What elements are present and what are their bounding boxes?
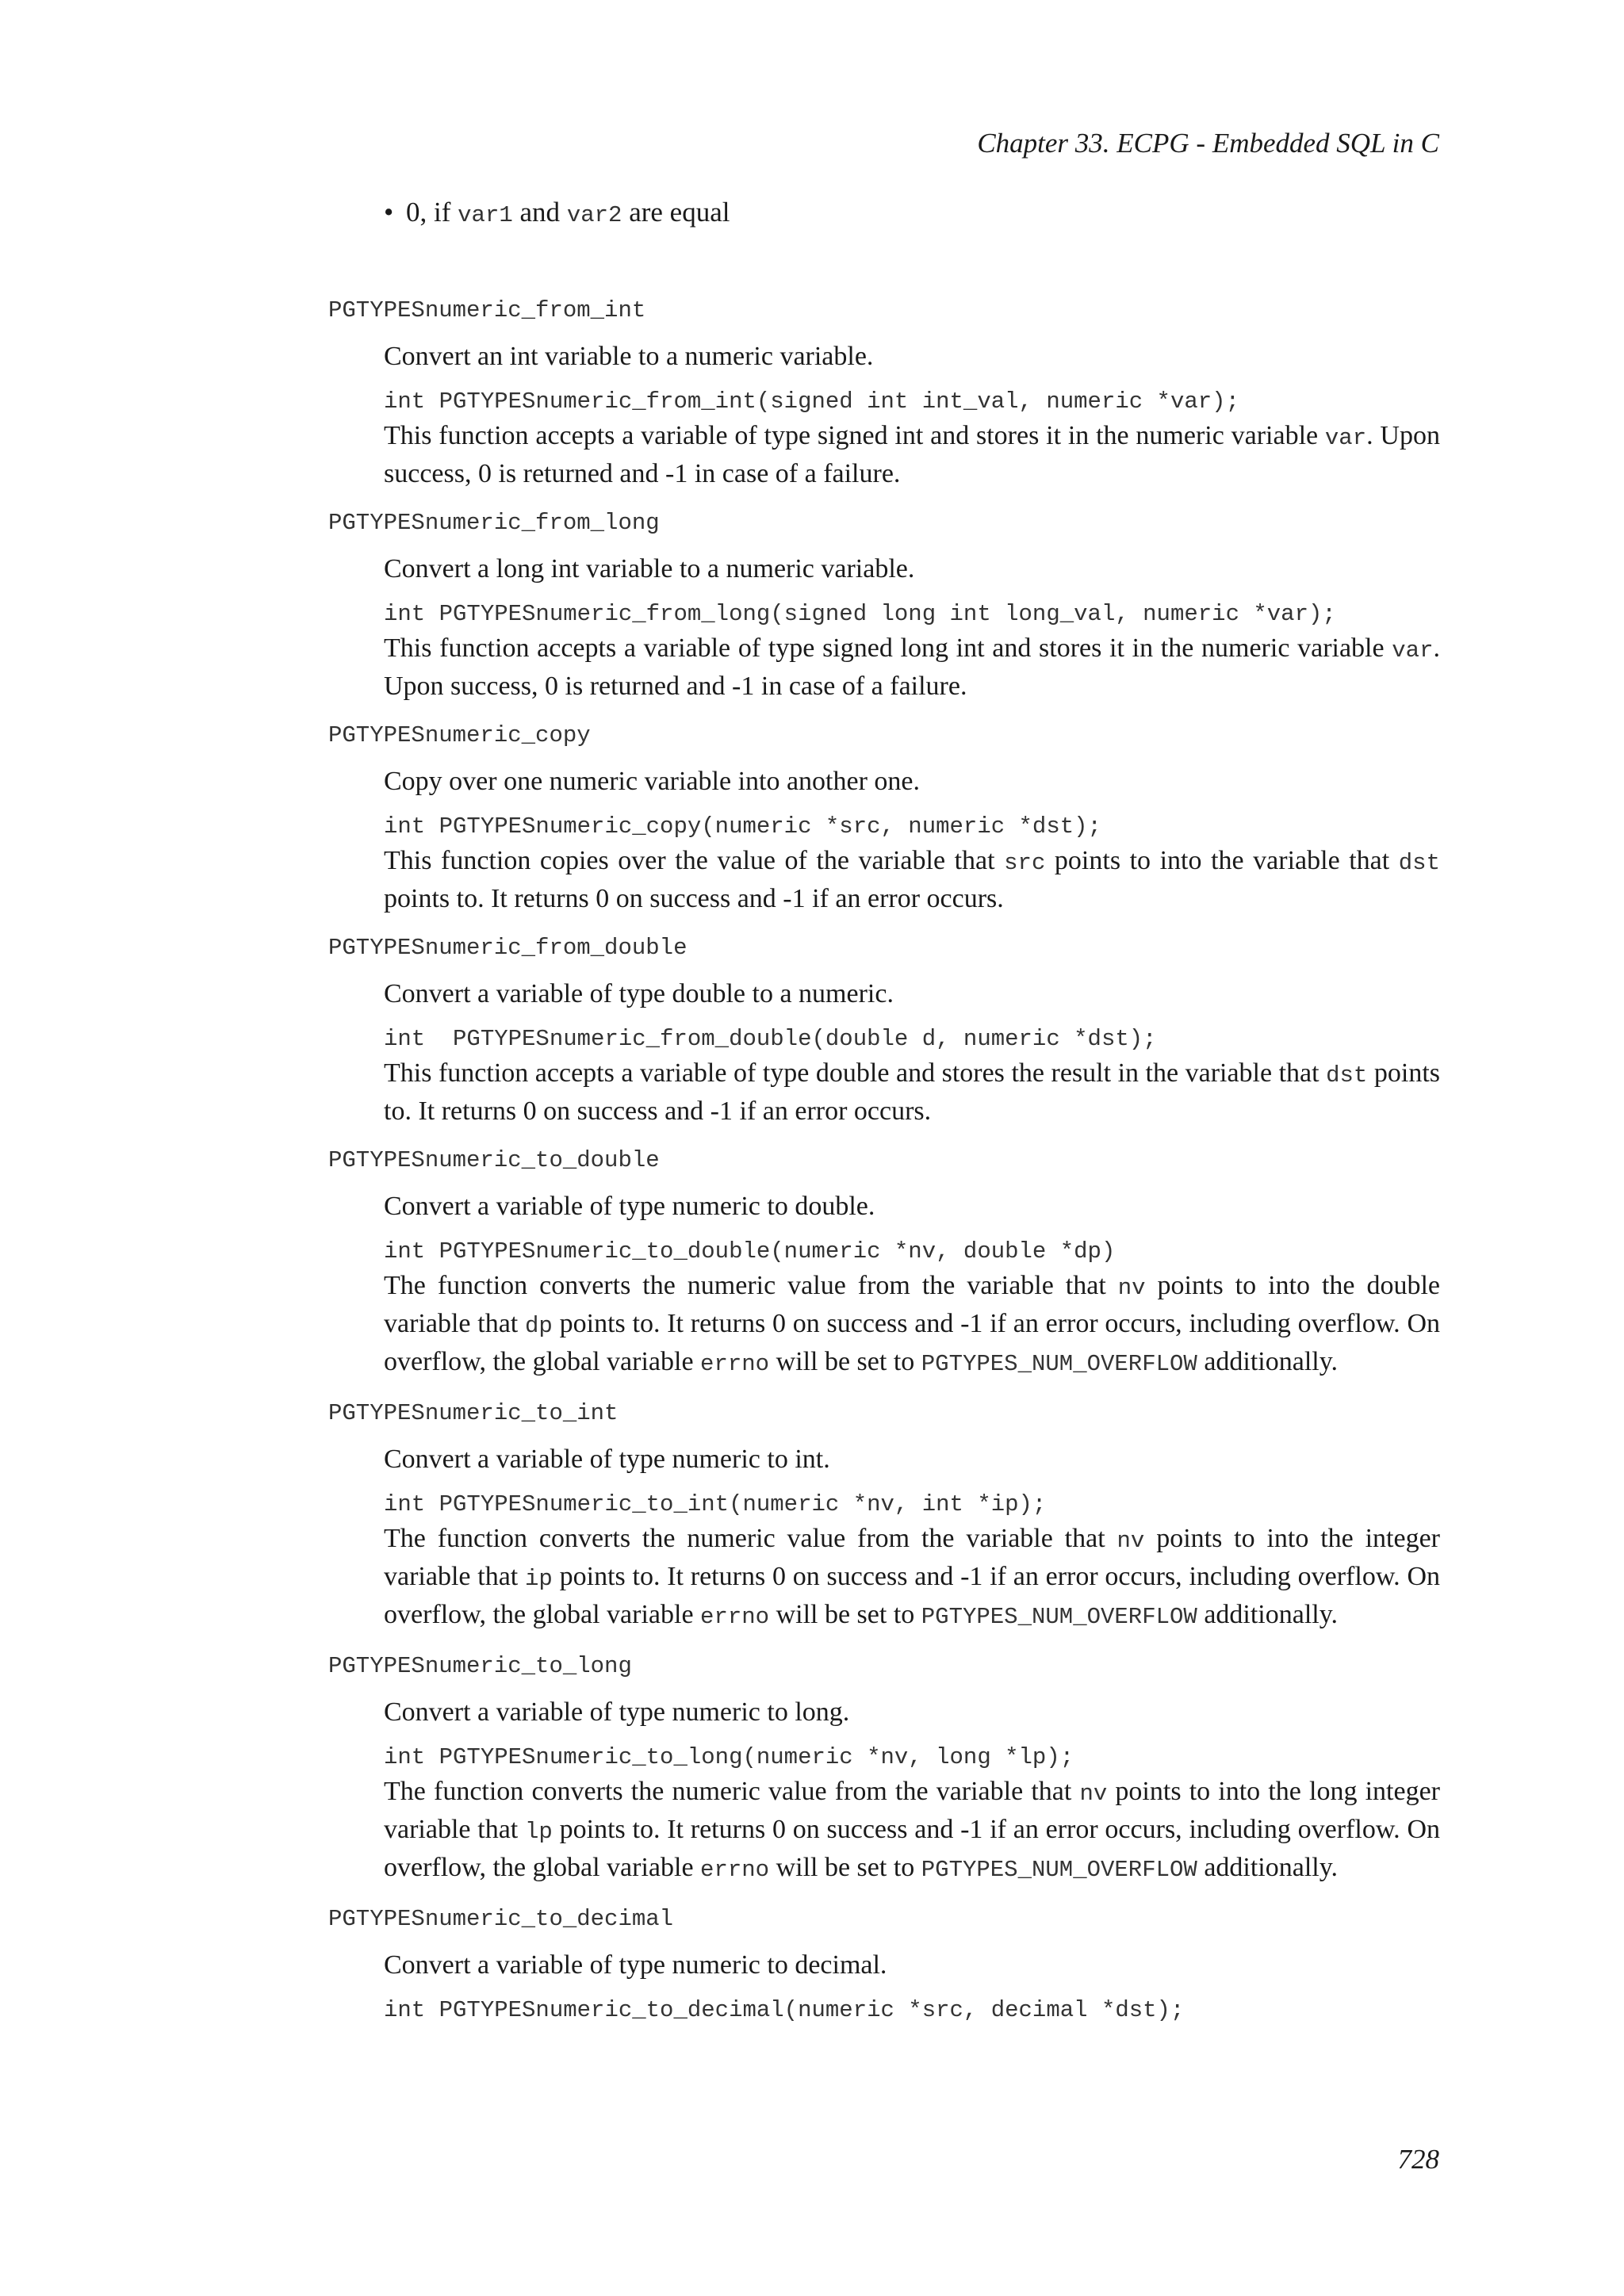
description-text: points to into the double variable that	[384, 1271, 1440, 1338]
description-text: points to. It returns 0 on success and -1 if an error occurs, including overflow. On overflow, the global variable	[384, 1562, 1440, 1629]
function-entry	[328, 1398, 1440, 1635]
bullet-dot-icon: •	[384, 197, 394, 228]
function-description	[384, 1774, 1440, 1888]
function-name: PGTYPESnumeric_to_int	[328, 1400, 619, 1426]
function-description	[384, 1521, 1440, 1635]
inline-code: lp	[525, 1819, 553, 1845]
inline-code: var	[1392, 637, 1434, 664]
function-summary: Convert a long int variable to a numeric variable.	[384, 554, 915, 584]
description-text: The function converts the numeric value from the variable that	[384, 1271, 1118, 1300]
inline-code: PGTYPES_NUM_OVERFLOW	[921, 1857, 1197, 1883]
function-body	[384, 1947, 1440, 2026]
function-signature: int PGTYPESnumeric_to_double(numeric *nv, double *dp)	[384, 1238, 1116, 1265]
function-name: PGTYPESnumeric_copy	[328, 722, 591, 748]
inline-code: errno	[700, 1604, 770, 1630]
inline-code: dst	[1326, 1062, 1368, 1089]
function-entry	[328, 1651, 1440, 1888]
description-text: additionally.	[1197, 1600, 1339, 1629]
description-text: This function copies over the value of the variable that	[384, 846, 1005, 875]
description-text: . Upon success, 0 is returned and -1 in case of a failure.	[384, 633, 1440, 701]
function-name: PGTYPESnumeric_to_decimal	[328, 1906, 674, 1932]
description-text: additionally.	[1197, 1347, 1339, 1376]
description-text: . Upon success, 0 is returned and -1 in case of a failure.	[384, 421, 1440, 488]
function-name: PGTYPESnumeric_from_int	[328, 297, 646, 323]
description-text: points to. It returns 0 on success and -1 if an error occurs, including overflow. On overflow, the global variable	[384, 1309, 1440, 1376]
page-number: 728	[1397, 2144, 1439, 2175]
function-name: PGTYPESnumeric_to_long	[328, 1653, 632, 1679]
function-body	[384, 551, 1440, 704]
function-signature: int PGTYPESnumeric_from_long(signed long int long_val, numeric *var);	[384, 601, 1336, 627]
inline-code: nv	[1079, 1781, 1108, 1807]
description-text: will be set to	[769, 1600, 921, 1629]
inline-code: src	[1004, 850, 1046, 876]
function-summary: Convert an int variable to a numeric variable.	[384, 342, 874, 371]
bullet-text-mid: and	[512, 197, 567, 228]
function-summary: Convert a variable of type numeric to long.	[384, 1697, 850, 1727]
function-signature: int PGTYPESnumeric_from_double(double d, numeric *dst);	[384, 1026, 1157, 1052]
function-summary: Convert a variable of type numeric to double.	[384, 1192, 875, 1221]
function-summary: Copy over one numeric variable into another one.	[384, 767, 920, 796]
function-description	[384, 1055, 1440, 1129]
function-name: PGTYPESnumeric_from_double	[328, 935, 688, 961]
function-body	[384, 1188, 1440, 1382]
description-text: The function converts the numeric value from the variable that	[384, 1524, 1117, 1553]
function-signature: int PGTYPESnumeric_to_long(numeric *nv, long *lp);	[384, 1744, 1074, 1770]
description-text: points to. It returns 0 on success and -1 if an error occurs, including overflow. On overflow, the global variable	[384, 1815, 1440, 1882]
function-body	[384, 976, 1440, 1129]
function-body	[384, 1694, 1440, 1888]
running-header: Chapter 33. ECPG - Embedded SQL in C	[977, 128, 1439, 159]
inline-code: errno	[700, 1857, 770, 1883]
inline-code: dp	[525, 1313, 553, 1339]
function-body	[384, 1441, 1440, 1635]
function-name: PGTYPESnumeric_from_long	[328, 510, 660, 536]
description-text: This function accepts a variable of type double and stores the result in the variable that	[384, 1058, 1327, 1088]
function-description	[384, 418, 1440, 492]
function-reference-list	[328, 295, 1440, 2042]
function-entry	[328, 720, 1440, 916]
function-entry	[328, 1145, 1440, 1382]
function-body	[384, 339, 1440, 492]
description-text: additionally.	[1197, 1853, 1339, 1882]
inline-code: PGTYPES_NUM_OVERFLOW	[921, 1351, 1197, 1377]
inline-code: ip	[525, 1566, 553, 1592]
function-signature: int PGTYPESnumeric_to_int(numeric *nv, int *ip);	[384, 1491, 1047, 1517]
function-description	[384, 1268, 1440, 1382]
description-text: points to into the variable that	[1045, 846, 1399, 875]
bullet-code-var2: var2	[566, 202, 622, 228]
function-body	[384, 763, 1440, 916]
description-text: This function accepts a variable of type signed int and stores it in the numeric variable	[384, 421, 1325, 450]
inline-code: var	[1324, 425, 1367, 451]
inline-code: errno	[700, 1351, 770, 1377]
description-text: The function converts the numeric value from the variable that	[384, 1777, 1080, 1806]
bullet-text-pre: 0, if	[406, 197, 458, 228]
bullet-text-post: are equal	[622, 197, 730, 228]
function-description	[384, 630, 1440, 704]
description-text: points to into the long integer variable that	[384, 1777, 1440, 1844]
function-signature: int PGTYPESnumeric_to_decimal(numeric *src, decimal *dst);	[384, 1997, 1185, 2023]
description-text: This function accepts a variable of type signed long int and stores it in the numeric variable	[384, 633, 1392, 663]
function-summary: Convert a variable of type double to a numeric.	[384, 979, 894, 1008]
function-summary: Convert a variable of type numeric to decimal.	[384, 1950, 887, 1980]
function-signature: int PGTYPESnumeric_from_int(signed int int_val, numeric *var);	[384, 388, 1239, 415]
function-entry	[328, 932, 1440, 1129]
description-text: will be set to	[769, 1853, 921, 1882]
function-entry	[328, 1904, 1440, 2026]
function-signature: int PGTYPESnumeric_copy(numeric *src, numeric *dst);	[384, 813, 1101, 840]
function-summary: Convert a variable of type numeric to int.	[384, 1445, 830, 1474]
inline-code: PGTYPES_NUM_OVERFLOW	[921, 1604, 1197, 1630]
inline-code: nv	[1116, 1528, 1145, 1554]
description-text: will be set to	[769, 1347, 921, 1376]
bullet-code-var1: var1	[458, 202, 513, 228]
inline-code: dst	[1398, 850, 1440, 876]
description-text: points to into the integer variable that	[384, 1524, 1440, 1591]
function-name: PGTYPESnumeric_to_double	[328, 1147, 660, 1173]
inline-code: nv	[1117, 1275, 1146, 1301]
description-text: points to. It returns 0 on success and -1 if an error occurs.	[384, 884, 1004, 913]
function-description	[384, 843, 1440, 916]
function-entry	[328, 507, 1440, 704]
bullet-item	[384, 193, 730, 235]
function-entry	[328, 295, 1440, 492]
description-text: points to. It returns 0 on success and -1 if an error occurs.	[384, 1058, 1440, 1126]
